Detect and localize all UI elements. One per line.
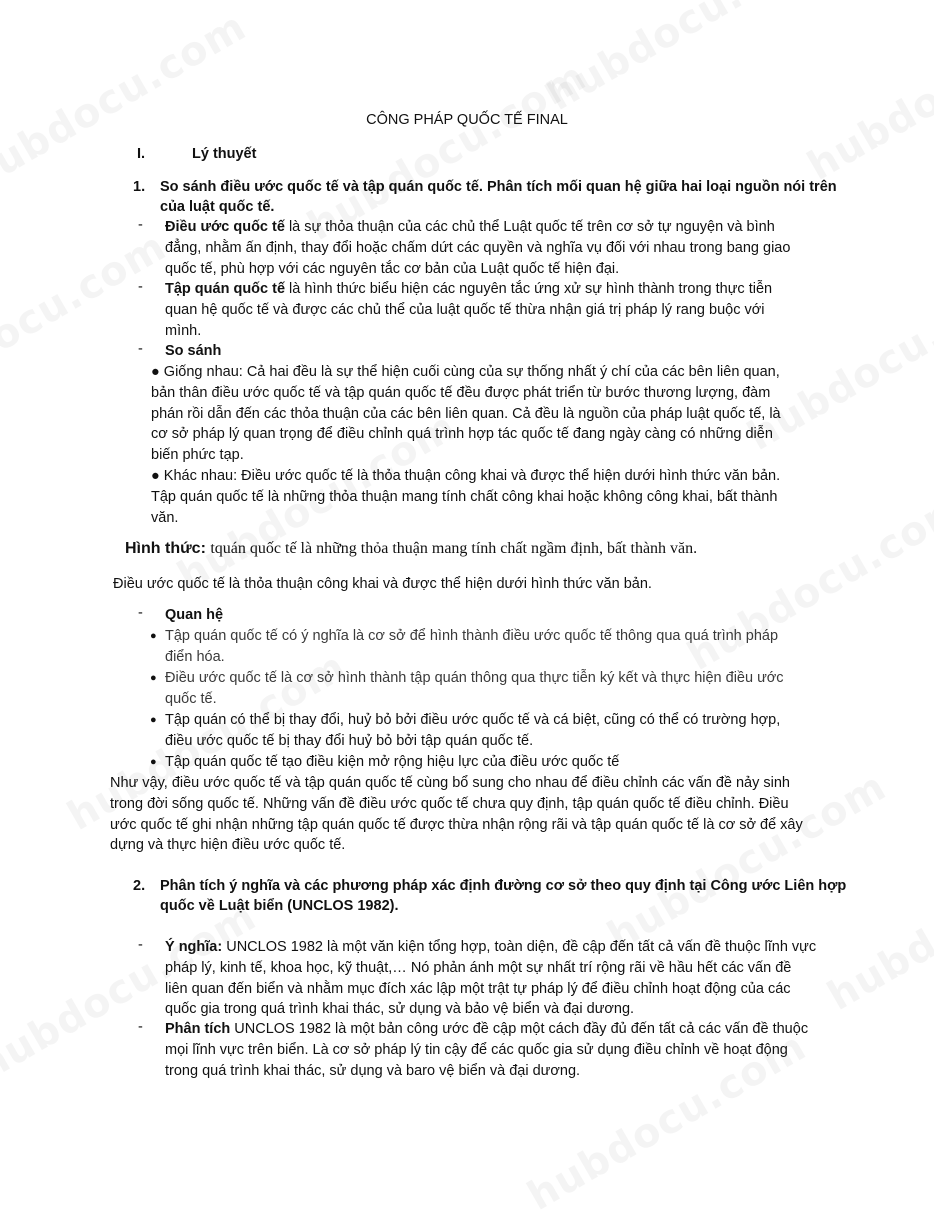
question-number: 1. [133,179,146,195]
bullet-dot: ● [150,672,157,684]
text-line: ● Giống nhau: Cả hai đều là sự thể hiện cuối cùng của sự thống nhất ý chí của các bên liên quan, [151,364,780,380]
text-line: ● Khác nhau: Điều ước quốc tế là thỏa thuận công khai và được thể hiện dưới hình thức văn bản. [151,468,781,484]
comparison-similar [151,362,781,466]
question-heading-line: So sánh điều ước quốc tế và tập quán quốc tế. Phân tích mối quan hệ giữa hai loại nguồn nói trên [160,179,837,195]
question-heading-line: Phân tích ý nghĩa và các phương pháp xác định đường cơ sở theo quy định tại Công ước Liên hợp [160,878,847,894]
hinh-thuc-text: tquán quốc tế là những thỏa thuận mang tính chất ngầm định, bất thành văn. [210,540,698,557]
text-line: UNCLOS 1982 là một bản công ước đề cập một cách đầy đủ đến tất cả các vấn đề thuộc [230,1021,809,1037]
text-line: cơ sở pháp lý quan trọng để điều chỉnh quá trình hợp tác quốc tế đang ngày càng có những diễn [151,426,773,443]
y-nghia-paragraph [165,937,816,1020]
definition-text: quốc tế, phù hợp với các nguyên tắc cơ bản của Luật quốc tế hiện đại. [165,260,620,277]
section-heading: Lý thuyết [192,146,257,162]
definition-term: Điều ước quốc tế [165,219,285,235]
term-label: Phân tích [165,1021,231,1037]
dash-marker: - [138,605,143,621]
text-line: mọi lĩnh vực trên biển. Là cơ sở pháp lý tin cậy để các quốc gia sử dụng điều chỉnh về hoạt động [165,1041,788,1058]
term-label: Ý nghĩa: [165,939,223,955]
text-line: Như vậy, điều ước quốc tế và tập quán quốc tế cùng bổ sung cho nhau để điều chỉnh các vấn đề nảy sinh [110,775,790,791]
phan-tich-paragraph [165,1019,808,1081]
text-line: Tập quán có thể bị thay đổi, huỷ bỏ bởi điều ước quốc tế và cá biệt, cũng có thể có trường hợp, [165,712,781,728]
text-line: Tập quán quốc tế có ý nghĩa là cơ sở để hình thành điều ước quốc tế thông qua quá trình pháp [165,628,779,644]
comparison-different [151,466,780,528]
definition-term: Tập quán quốc tế [165,281,286,297]
question-heading-line: của luật quốc tế. [160,199,275,215]
watermark [820,824,934,1020]
text-line: văn. [151,509,179,526]
text-line: trong đời sống quốc tế. Những vấn đề điều ước quốc tế chưa quy định, tập quán quốc tế điều chỉnh. Điều [110,795,789,812]
text-line: Điều ước quốc tế là cơ sở hình thành tập quán thông qua thực tiễn ký kết và thực hiện điều ước [165,670,784,686]
dash-marker: - [138,279,143,295]
text-line: pháp lý, kinh tế, khoa học, kỹ thuật,… Nó phản ánh một sự nhất trí rộng rãi về hầu hết các vấn đề [165,959,792,976]
text-line: Tập quán quốc tế là những thỏa thuận mang tính chất công khai hoặc không công khai, bất thành [151,488,778,505]
text-line: bản thân điều ước quốc tế và tập quán quốc tế đều được phát triển từ bước thương lượng, đàm [151,384,771,401]
dash-marker: - [138,937,143,953]
definition-text: là sự thỏa thuận của các chủ thể Luật quốc tế trên cơ sở tự nguyện và bình [284,219,775,235]
definition-paragraph [165,279,772,341]
conclusion-paragraph [110,773,803,856]
list-item [165,752,619,773]
text-line: Tập quán quốc tế tạo điều kiện mở rộng hiệu lực của điều ước quốc tế [165,754,620,770]
definition-text: đẳng, nhằm ấn định, thay đổi hoặc chấm dứt các quyền và nghĩa vụ đối với nhau trong bang giao [165,239,791,256]
definition-text: là hình thức biểu hiện các nguyên tắc ứng xử sự hình thành trong thực tiễn [285,281,773,297]
dash-marker: - [138,1019,143,1035]
bullet-dot: ● [150,714,157,726]
definition-text: mình. [165,322,202,339]
text-line: biến phức tạp. [151,447,244,464]
section-number: I. [137,146,146,162]
watermark [0,4,257,200]
question-heading-line: quốc về Luật biển (UNCLOS 1982). [160,898,399,914]
bullet-dot: ● [150,630,157,642]
text-line: điển hóa. [165,648,225,665]
text-line: phán rồi dẫn đến các thỏa thuận của các bên liên quan. Cả đều là nguồn của pháp luật quốc tế, là [151,405,781,422]
subheading-quan-he: Quan hệ [165,607,224,623]
question-number: 2. [133,878,146,894]
dash-marker: - [138,217,143,233]
page-title: CÔNG PHÁP QUỐC TẾ FINAL [366,112,568,128]
bullet-dot: ● [150,756,157,768]
watermark [800,0,934,190]
text-line: quốc gia trong quá trình khai thác, sử dụng và bảo vệ biển và đại dương. [165,1001,635,1018]
text-line: quốc tế. [165,690,217,707]
subheading-so-sanh: So sánh [165,343,222,359]
text-line: UNCLOS 1982 là một văn kiện tổng hợp, toàn diện, đề cập đến tất cả vấn đề thuộc lĩnh vực [222,939,817,955]
text-line: liên quan đến biển và nhằm mục đích xác lập một trật tự pháp lý để điều chỉnh hoạt động của các [165,980,791,997]
list-item [165,710,780,752]
hinh-thuc-line [125,538,697,560]
watermark [540,0,834,120]
definition-paragraph [165,217,790,279]
dieu-uoc-line: Điều ước quốc tế là thỏa thuận công khai và được thể hiện dưới hình thức văn bản. [113,576,652,592]
list-item [165,626,778,668]
list-item [165,668,784,710]
text-line: trong quá trình khai thác, sử dụng và baro vệ biển và đại dương. [165,1062,581,1079]
definition-text: quan hệ quốc tế và được các chủ thể của luật quốc tế thừa nhận giá trị pháp lý rang buộc với [165,301,765,318]
text-line: điều ước quốc tế bị thay đổi huỷ bỏ bởi tập quán quốc tế. [165,732,534,749]
dash-marker: - [138,341,143,357]
watermark [0,224,174,420]
text-line: ước quốc tế ghi nhận những tập quán quốc tế được thừa nhận rộng rãi và tập quán quốc tế là cơ sở để xây [110,816,803,833]
hinh-thuc-label: Hình thức: [125,540,211,557]
text-line: dựng và thực hiện điều ước quốc tế. [110,837,346,854]
